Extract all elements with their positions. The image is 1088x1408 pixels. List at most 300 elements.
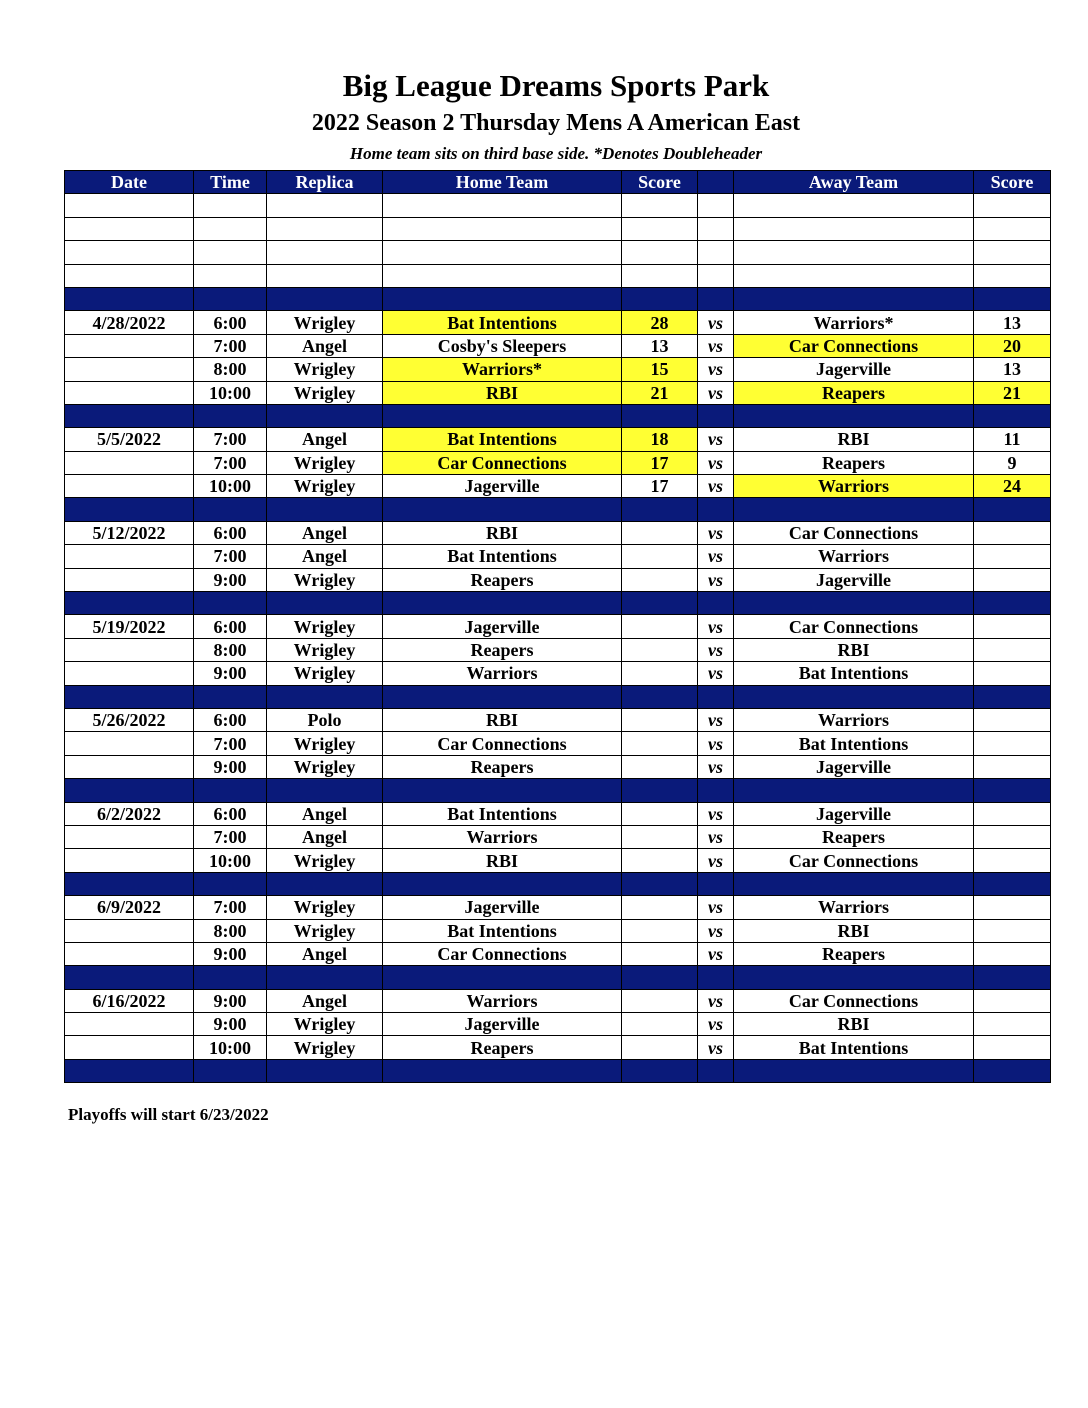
- away-score-cell: [974, 1036, 1051, 1059]
- away-score-cell: [974, 592, 1051, 615]
- vs-cell: vs: [698, 381, 734, 404]
- away-team-cell: [734, 872, 974, 895]
- vs-cell: vs: [698, 521, 734, 544]
- replica-cell: Wrigley: [267, 475, 383, 498]
- table-row: [65, 475, 1051, 498]
- week-separator-row: [65, 872, 1051, 895]
- table-row: [65, 919, 1051, 942]
- home-score-cell: 13: [622, 334, 698, 357]
- date-cell: [65, 1036, 194, 1059]
- date-cell: [65, 568, 194, 591]
- home-team-cell: [383, 404, 622, 427]
- home-team-cell: Jagerville: [383, 475, 622, 498]
- vs-cell: [698, 194, 734, 217]
- table-row: [65, 638, 1051, 661]
- away-score-cell: [974, 685, 1051, 708]
- time-cell: 10:00: [194, 381, 267, 404]
- date-cell: 5/5/2022: [65, 428, 194, 451]
- away-team-cell: Car Connections: [734, 849, 974, 872]
- vs-cell: vs: [698, 475, 734, 498]
- away-score-cell: [974, 498, 1051, 521]
- replica-cell: Wrigley: [267, 1036, 383, 1059]
- replica-cell: Wrigley: [267, 568, 383, 591]
- table-row: [65, 451, 1051, 474]
- vs-cell: vs: [698, 638, 734, 661]
- date-cell: [65, 755, 194, 778]
- vs-cell: vs: [698, 825, 734, 848]
- table-row: [65, 708, 1051, 731]
- away-score-cell: 21: [974, 381, 1051, 404]
- away-score-cell: [974, 287, 1051, 310]
- time-cell: [194, 194, 267, 217]
- table-row: [65, 802, 1051, 825]
- home-score-cell: [622, 732, 698, 755]
- col-header-away-score: Score: [974, 171, 1051, 194]
- table-row: [65, 662, 1051, 685]
- vs-cell: vs: [698, 708, 734, 731]
- replica-cell: Angel: [267, 802, 383, 825]
- week-separator-row: [65, 966, 1051, 989]
- replica-cell: [267, 217, 383, 240]
- week-separator-row: [65, 287, 1051, 310]
- time-cell: 6:00: [194, 708, 267, 731]
- away-team-cell: Jagerville: [734, 755, 974, 778]
- vs-cell: vs: [698, 334, 734, 357]
- table-row: [65, 732, 1051, 755]
- home-score-cell: [622, 264, 698, 287]
- home-score-cell: [622, 404, 698, 427]
- date-cell: [65, 217, 194, 240]
- table-row: [65, 942, 1051, 965]
- vs-cell: vs: [698, 849, 734, 872]
- date-cell: [65, 1059, 194, 1082]
- vs-cell: [698, 287, 734, 310]
- vs-cell: vs: [698, 451, 734, 474]
- date-cell: [65, 592, 194, 615]
- home-team-cell: [383, 592, 622, 615]
- replica-cell: [267, 685, 383, 708]
- vs-cell: vs: [698, 896, 734, 919]
- table-row: [65, 1036, 1051, 1059]
- away-score-cell: [974, 545, 1051, 568]
- away-team-cell: [734, 1059, 974, 1082]
- home-score-cell: [622, 521, 698, 544]
- home-team-cell: Car Connections: [383, 942, 622, 965]
- home-score-cell: [622, 662, 698, 685]
- table-row: [65, 545, 1051, 568]
- time-cell: 8:00: [194, 919, 267, 942]
- vs-cell: [698, 779, 734, 802]
- time-cell: [194, 966, 267, 989]
- away-score-cell: [974, 404, 1051, 427]
- away-score-cell: [974, 638, 1051, 661]
- away-score-cell: 11: [974, 428, 1051, 451]
- away-team-cell: Bat Intentions: [734, 1036, 974, 1059]
- replica-cell: Angel: [267, 942, 383, 965]
- vs-cell: [698, 872, 734, 895]
- schedule-table: [64, 170, 1051, 1083]
- away-team-cell: RBI: [734, 919, 974, 942]
- replica-cell: Wrigley: [267, 1013, 383, 1036]
- home-score-cell: [622, 545, 698, 568]
- time-cell: 9:00: [194, 568, 267, 591]
- home-team-cell: Warriors*: [383, 358, 622, 381]
- time-cell: 7:00: [194, 334, 267, 357]
- vs-cell: vs: [698, 919, 734, 942]
- col-header-vs: [698, 171, 734, 194]
- home-team-cell: Bat Intentions: [383, 311, 622, 334]
- time-cell: [194, 264, 267, 287]
- vs-cell: vs: [698, 755, 734, 778]
- date-cell: [65, 451, 194, 474]
- table-row: [65, 755, 1051, 778]
- replica-cell: [267, 592, 383, 615]
- replica-cell: Angel: [267, 521, 383, 544]
- date-cell: [65, 966, 194, 989]
- vs-cell: vs: [698, 568, 734, 591]
- time-cell: 7:00: [194, 545, 267, 568]
- home-score-cell: 18: [622, 428, 698, 451]
- away-score-cell: [974, 217, 1051, 240]
- home-score-cell: [622, 825, 698, 848]
- replica-cell: Angel: [267, 545, 383, 568]
- away-team-cell: Warriors: [734, 896, 974, 919]
- week-separator-row: [65, 498, 1051, 521]
- away-score-cell: [974, 568, 1051, 591]
- date-cell: [65, 919, 194, 942]
- vs-cell: [698, 592, 734, 615]
- home-team-cell: Reapers: [383, 1036, 622, 1059]
- away-score-cell: 13: [974, 311, 1051, 334]
- table-row: [65, 381, 1051, 404]
- time-cell: [194, 592, 267, 615]
- home-team-cell: [383, 287, 622, 310]
- home-score-cell: [622, 872, 698, 895]
- time-cell: 6:00: [194, 311, 267, 334]
- replica-cell: Wrigley: [267, 381, 383, 404]
- home-team-cell: RBI: [383, 381, 622, 404]
- away-team-cell: Reapers: [734, 451, 974, 474]
- date-cell: [65, 241, 194, 264]
- home-team-cell: Bat Intentions: [383, 802, 622, 825]
- time-cell: 7:00: [194, 451, 267, 474]
- col-header-time: Time: [194, 171, 267, 194]
- vs-cell: [698, 685, 734, 708]
- home-score-cell: [622, 1036, 698, 1059]
- date-cell: [65, 404, 194, 427]
- time-cell: 6:00: [194, 615, 267, 638]
- home-score-cell: [622, 217, 698, 240]
- home-team-cell: Cosby's Sleepers: [383, 334, 622, 357]
- time-cell: 7:00: [194, 732, 267, 755]
- home-score-cell: [622, 568, 698, 591]
- date-cell: [65, 498, 194, 521]
- away-score-cell: [974, 755, 1051, 778]
- vs-cell: [698, 264, 734, 287]
- table-row: [65, 428, 1051, 451]
- table-row: [65, 896, 1051, 919]
- vs-cell: vs: [698, 1013, 734, 1036]
- time-cell: [194, 1059, 267, 1082]
- col-header-home-team: Home Team: [383, 171, 622, 194]
- table-row: [65, 825, 1051, 848]
- away-team-cell: [734, 779, 974, 802]
- home-score-cell: [622, 942, 698, 965]
- time-cell: [194, 287, 267, 310]
- replica-cell: Wrigley: [267, 755, 383, 778]
- replica-cell: Wrigley: [267, 615, 383, 638]
- table-row: [65, 311, 1051, 334]
- table-row: [65, 1013, 1051, 1036]
- time-cell: 8:00: [194, 358, 267, 381]
- replica-cell: [267, 872, 383, 895]
- home-score-cell: [622, 966, 698, 989]
- replica-cell: Wrigley: [267, 451, 383, 474]
- playoffs-note: Playoffs will start 6/23/2022: [68, 1105, 269, 1124]
- home-score-cell: 28: [622, 311, 698, 334]
- time-cell: [194, 241, 267, 264]
- home-score-cell: [622, 708, 698, 731]
- date-cell: 6/9/2022: [65, 896, 194, 919]
- home-score-cell: [622, 194, 698, 217]
- away-team-cell: Bat Intentions: [734, 732, 974, 755]
- away-team-cell: RBI: [734, 638, 974, 661]
- home-score-cell: [622, 989, 698, 1012]
- away-score-cell: [974, 779, 1051, 802]
- table-row: [65, 615, 1051, 638]
- home-score-cell: [622, 498, 698, 521]
- blank-row: [65, 241, 1051, 264]
- date-cell: [65, 475, 194, 498]
- time-cell: 9:00: [194, 662, 267, 685]
- col-header-replica: Replica: [267, 171, 383, 194]
- away-team-cell: Car Connections: [734, 334, 974, 357]
- away-score-cell: [974, 732, 1051, 755]
- home-team-cell: [383, 1059, 622, 1082]
- away-score-cell: [974, 194, 1051, 217]
- away-score-cell: [974, 942, 1051, 965]
- week-separator-row: [65, 404, 1051, 427]
- away-score-cell: [974, 989, 1051, 1012]
- home-team-cell: [383, 264, 622, 287]
- replica-cell: Polo: [267, 708, 383, 731]
- away-score-cell: [974, 849, 1051, 872]
- home-team-cell: Warriors: [383, 989, 622, 1012]
- replica-cell: [267, 264, 383, 287]
- home-score-cell: [622, 638, 698, 661]
- home-team-cell: Warriors: [383, 662, 622, 685]
- time-cell: [194, 498, 267, 521]
- table-row: [65, 849, 1051, 872]
- home-score-cell: [622, 896, 698, 919]
- date-cell: [65, 872, 194, 895]
- date-cell: [65, 194, 194, 217]
- time-cell: 6:00: [194, 521, 267, 544]
- away-score-cell: [974, 708, 1051, 731]
- away-team-cell: Reapers: [734, 825, 974, 848]
- time-cell: 8:00: [194, 638, 267, 661]
- away-team-cell: Jagerville: [734, 802, 974, 825]
- page-subtitle: 2022 Season 2 Thursday Mens A American East: [311, 110, 801, 136]
- home-team-cell: Reapers: [383, 755, 622, 778]
- away-team-cell: [734, 404, 974, 427]
- date-cell: [65, 334, 194, 357]
- away-score-cell: [974, 825, 1051, 848]
- replica-cell: Angel: [267, 428, 383, 451]
- home-score-cell: 21: [622, 381, 698, 404]
- replica-cell: [267, 287, 383, 310]
- home-score-cell: 17: [622, 475, 698, 498]
- schedule-note: Home team sits on third base side. *Denotes Doubleheader: [349, 144, 763, 163]
- away-team-cell: [734, 194, 974, 217]
- col-header-home-score: Score: [622, 171, 698, 194]
- away-team-cell: [734, 241, 974, 264]
- replica-cell: [267, 241, 383, 264]
- away-score-cell: [974, 966, 1051, 989]
- home-score-cell: [622, 592, 698, 615]
- date-cell: 6/16/2022: [65, 989, 194, 1012]
- date-cell: [65, 358, 194, 381]
- home-team-cell: Reapers: [383, 568, 622, 591]
- blank-row: [65, 217, 1051, 240]
- time-cell: 7:00: [194, 428, 267, 451]
- away-team-cell: [734, 217, 974, 240]
- date-cell: 4/28/2022: [65, 311, 194, 334]
- home-score-cell: [622, 802, 698, 825]
- away-team-cell: Car Connections: [734, 521, 974, 544]
- replica-cell: [267, 404, 383, 427]
- away-team-cell: [734, 264, 974, 287]
- time-cell: 10:00: [194, 475, 267, 498]
- time-cell: 9:00: [194, 989, 267, 1012]
- away-team-cell: [734, 685, 974, 708]
- vs-cell: vs: [698, 942, 734, 965]
- away-score-cell: [974, 1013, 1051, 1036]
- home-team-cell: [383, 872, 622, 895]
- home-team-cell: Car Connections: [383, 451, 622, 474]
- page-title: Big League Dreams Sports Park: [342, 68, 770, 103]
- away-score-cell: [974, 615, 1051, 638]
- away-team-cell: Warriors*: [734, 311, 974, 334]
- replica-cell: Wrigley: [267, 732, 383, 755]
- week-separator-row: [65, 1059, 1051, 1082]
- home-score-cell: [622, 755, 698, 778]
- replica-cell: [267, 779, 383, 802]
- replica-cell: Wrigley: [267, 358, 383, 381]
- vs-cell: vs: [698, 802, 734, 825]
- table-row: [65, 334, 1051, 357]
- away-team-cell: [734, 966, 974, 989]
- week-separator-row: [65, 779, 1051, 802]
- home-team-cell: [383, 241, 622, 264]
- home-team-cell: Warriors: [383, 825, 622, 848]
- away-score-cell: [974, 872, 1051, 895]
- away-team-cell: [734, 287, 974, 310]
- vs-cell: [698, 498, 734, 521]
- date-cell: 5/19/2022: [65, 615, 194, 638]
- away-team-cell: Jagerville: [734, 568, 974, 591]
- date-cell: [65, 732, 194, 755]
- col-header-away-team: Away Team: [734, 171, 974, 194]
- table-row: [65, 521, 1051, 544]
- away-score-cell: [974, 802, 1051, 825]
- home-score-cell: [622, 779, 698, 802]
- date-cell: [65, 825, 194, 848]
- home-team-cell: [383, 498, 622, 521]
- date-cell: [65, 779, 194, 802]
- vs-cell: vs: [698, 358, 734, 381]
- home-score-cell: 17: [622, 451, 698, 474]
- replica-cell: [267, 966, 383, 989]
- table-row: [65, 358, 1051, 381]
- date-cell: [65, 942, 194, 965]
- away-team-cell: Reapers: [734, 381, 974, 404]
- time-cell: 7:00: [194, 825, 267, 848]
- date-cell: [65, 638, 194, 661]
- vs-cell: vs: [698, 428, 734, 451]
- replica-cell: Wrigley: [267, 896, 383, 919]
- replica-cell: Wrigley: [267, 849, 383, 872]
- home-team-cell: Jagerville: [383, 615, 622, 638]
- away-team-cell: Reapers: [734, 942, 974, 965]
- away-score-cell: [974, 896, 1051, 919]
- table-row: [65, 989, 1051, 1012]
- date-cell: [65, 264, 194, 287]
- date-cell: 5/12/2022: [65, 521, 194, 544]
- home-team-cell: RBI: [383, 849, 622, 872]
- col-header-date: Date: [65, 171, 194, 194]
- home-score-cell: 15: [622, 358, 698, 381]
- away-team-cell: Warriors: [734, 708, 974, 731]
- away-score-cell: 9: [974, 451, 1051, 474]
- date-cell: [65, 685, 194, 708]
- home-team-cell: Bat Intentions: [383, 545, 622, 568]
- time-cell: 10:00: [194, 849, 267, 872]
- home-score-cell: [622, 615, 698, 638]
- replica-cell: Angel: [267, 989, 383, 1012]
- replica-cell: [267, 1059, 383, 1082]
- date-cell: [65, 381, 194, 404]
- home-team-cell: [383, 966, 622, 989]
- vs-cell: [698, 217, 734, 240]
- date-cell: 5/26/2022: [65, 708, 194, 731]
- time-cell: [194, 685, 267, 708]
- home-team-cell: RBI: [383, 708, 622, 731]
- away-score-cell: [974, 919, 1051, 942]
- date-cell: 6/2/2022: [65, 802, 194, 825]
- replica-cell: Wrigley: [267, 662, 383, 685]
- vs-cell: vs: [698, 545, 734, 568]
- away-team-cell: Warriors: [734, 545, 974, 568]
- away-team-cell: RBI: [734, 428, 974, 451]
- date-cell: [65, 849, 194, 872]
- time-cell: 10:00: [194, 1036, 267, 1059]
- schedule-body: [65, 194, 1051, 1083]
- blank-row: [65, 194, 1051, 217]
- time-cell: 7:00: [194, 896, 267, 919]
- time-cell: 6:00: [194, 802, 267, 825]
- home-score-cell: [622, 1059, 698, 1082]
- home-team-cell: Reapers: [383, 638, 622, 661]
- home-team-cell: [383, 685, 622, 708]
- table-header-row: [65, 171, 1051, 194]
- vs-cell: vs: [698, 732, 734, 755]
- home-team-cell: Car Connections: [383, 732, 622, 755]
- away-score-cell: [974, 1059, 1051, 1082]
- vs-cell: [698, 1059, 734, 1082]
- vs-cell: vs: [698, 311, 734, 334]
- vs-cell: vs: [698, 662, 734, 685]
